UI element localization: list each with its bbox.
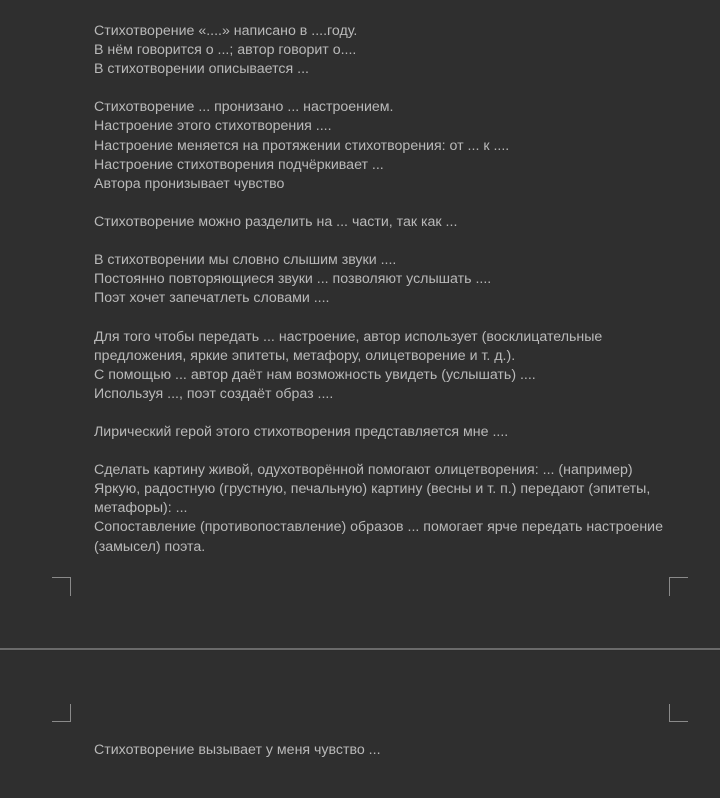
paragraph-line: Яркую, радостную (грустную, печальную) картину (весны и т. п.) передают (эпитеты, метафоры): ... xyxy=(94,481,651,517)
paragraph-line: В стихотворении описывается ... xyxy=(94,61,309,78)
blank-line xyxy=(94,404,674,423)
page-margin-corner-top-left xyxy=(52,704,71,722)
paragraph-line: Стихотворение «....» написано в ....году. xyxy=(94,23,358,39)
page-break-divider xyxy=(0,648,720,650)
paragraph-line: Стихотворение вызывает у меня чувство ... xyxy=(94,742,381,758)
blank-line xyxy=(94,308,674,327)
paragraph-line: Настроение стихотворения подчёркивает ... xyxy=(94,156,384,173)
paragraph-line: Сопоставление (противопоставление) образов ... помогает ярче передать настроение (замысел) поэта. xyxy=(94,519,663,555)
page-margin-corner-top-right xyxy=(669,704,688,722)
paragraph-line: В нём говорится о ...; автор говорит о.... xyxy=(94,42,357,59)
paragraph-line: Лирический герой этого стихотворения представляется мне .... xyxy=(94,423,509,440)
page-margin-corner-bottom-right xyxy=(669,577,688,596)
blank-line xyxy=(94,79,674,98)
paragraph-line: Для того чтобы передать ... настроение, автор использует (восклицательные предложения, яркие эпитеты, метафору, олицетворение и т. д.). xyxy=(94,328,603,364)
blank-line xyxy=(94,442,674,461)
paragraph-line: С помощью ... автор даёт нам возможность увидеть (услышать) .... xyxy=(94,366,536,383)
page-2-text[interactable] xyxy=(94,741,674,760)
page-margin-corner-bottom-left xyxy=(52,577,71,596)
document-page-2 xyxy=(0,651,720,798)
paragraph-line: Постоянно повторяющиеся звуки ... позволяют услышать .... xyxy=(94,271,492,288)
blank-line xyxy=(94,232,674,251)
paragraph-line: Сделать картину живой, одухотворённой помогают олицетворения: ... (например) xyxy=(94,462,633,479)
paragraph-line: Настроение этого стихотворения .... xyxy=(94,118,332,135)
page-1-text[interactable] xyxy=(94,22,674,557)
paragraph-line: В стихотворении мы словно слышим звуки .... xyxy=(94,252,397,269)
paragraph-line: Стихотворение ... пронизано ... настроением. xyxy=(94,99,394,116)
paragraph-line: Автора пронизывает чувство xyxy=(94,175,285,192)
paragraph-line: Используя ..., поэт создаёт образ .... xyxy=(94,385,334,402)
paragraph-line: Поэт хочет запечатлеть словами .... xyxy=(94,290,330,307)
paragraph-line: Стихотворение можно разделить на ... части, так как ... xyxy=(94,213,458,230)
blank-line xyxy=(94,194,674,213)
paragraph-line: Настроение меняется на протяжении стихотворения: от ... к .... xyxy=(94,137,510,154)
